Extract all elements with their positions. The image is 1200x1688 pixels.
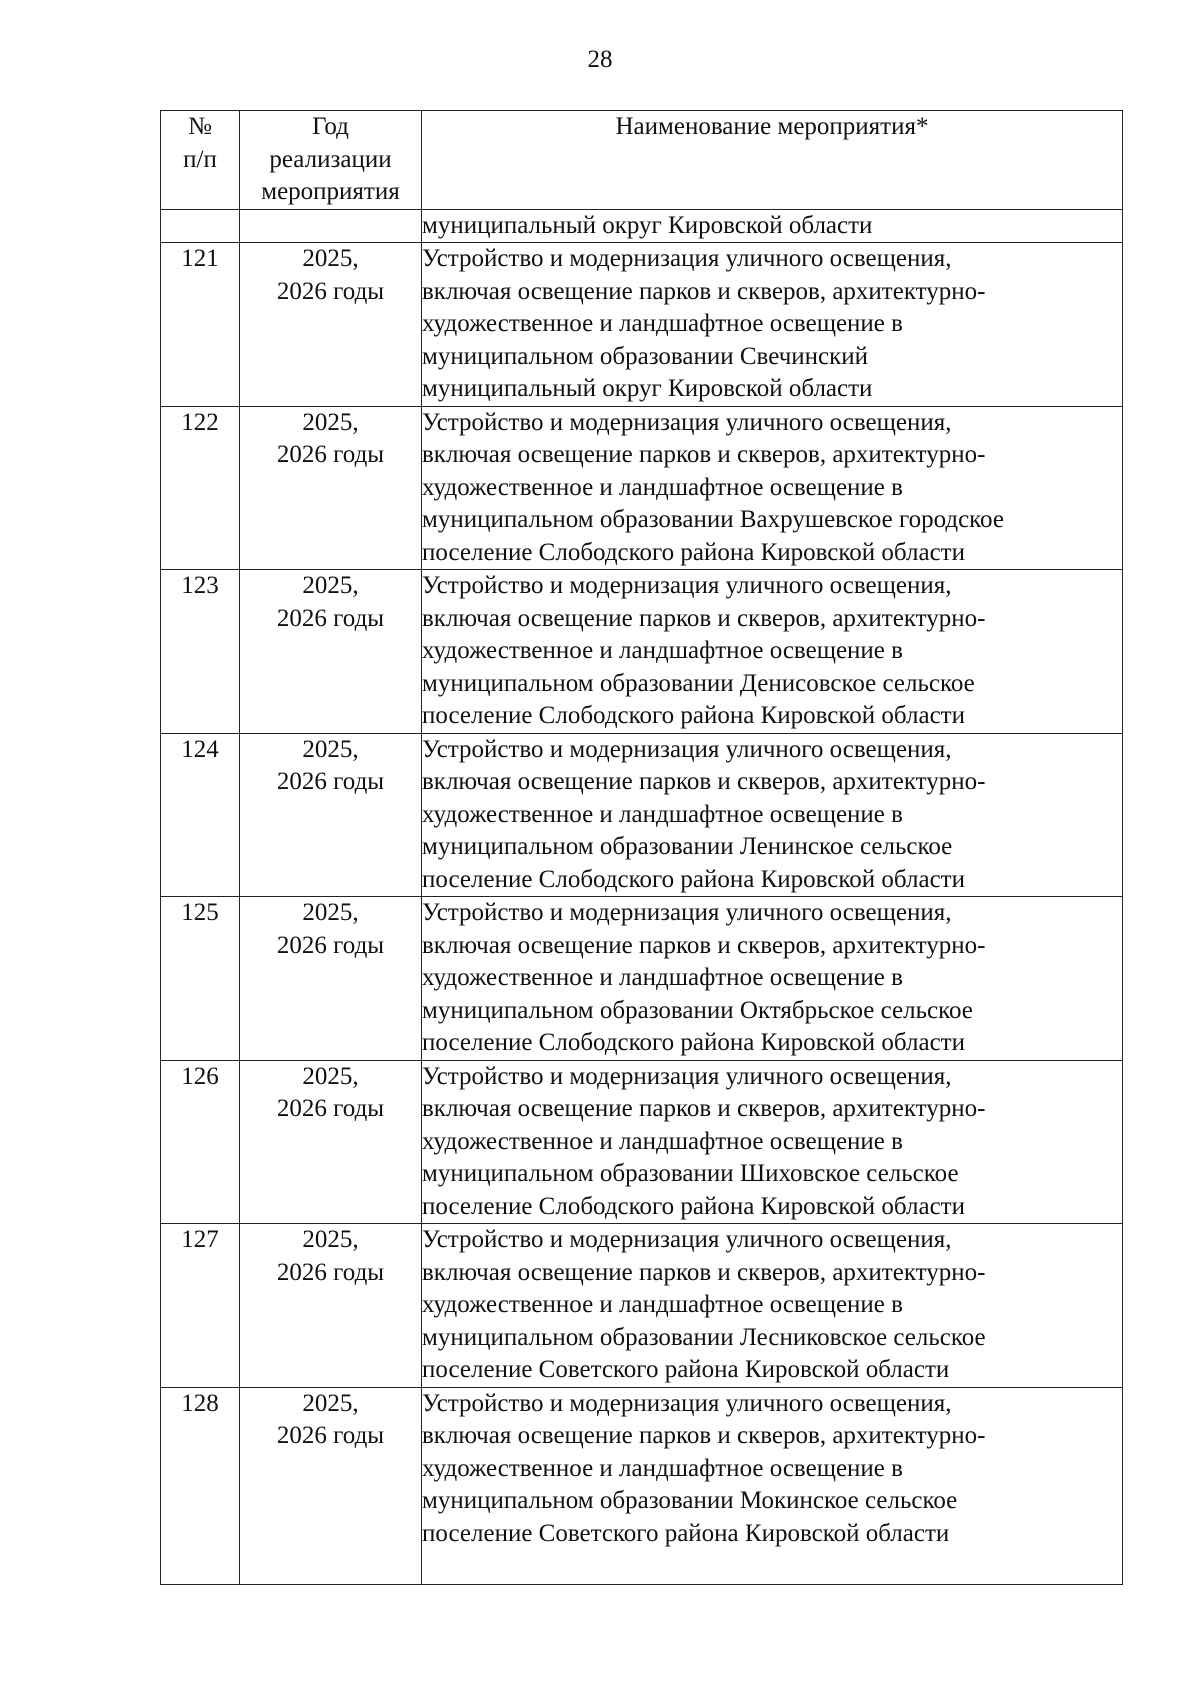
- cell-name-line: муниципальном образовании Шиховское сельское: [422, 1160, 959, 1187]
- cell-name-line: художественное и ландшафтное освещение в: [422, 473, 903, 501]
- cell-name-line: поселение Слободского района Кировской области: [422, 702, 965, 729]
- table-row: [161, 1060, 1123, 1224]
- cell-name-line: поселение Слободского района Кировской области: [422, 1029, 965, 1056]
- cell-name-line: поселение Слободского района Кировской области: [422, 865, 965, 893]
- table-header-row: [161, 111, 1123, 210]
- cell-year: [240, 406, 422, 570]
- cell-name-line: художественное и ландшафтное освещение в: [422, 1454, 903, 1482]
- header-year-line: реализации: [269, 145, 392, 173]
- cell-year-line: 2025,: [302, 1062, 359, 1090]
- header-number-line: п/п: [183, 145, 217, 173]
- cell-year-line: 2025,: [302, 245, 359, 272]
- cell-name-line: художественное и ландшафтное освещение в: [422, 310, 903, 337]
- table-row-continuation: [161, 209, 1123, 243]
- cell-name: муниципальный округ Кировской области: [422, 209, 1123, 243]
- cell-name: [422, 406, 1123, 570]
- cell-name-line: муниципальном образовании Вахрушевское городское: [422, 506, 1004, 533]
- table-row: [161, 1224, 1123, 1388]
- cell-number: [161, 209, 240, 243]
- table-row: [161, 733, 1123, 897]
- cell-name: [422, 243, 1123, 407]
- cell-year-line: 2026 годы: [276, 441, 385, 468]
- cell-name-line: Устройство и модернизация уличного освещения,: [422, 1389, 952, 1417]
- cell-name-line: включая освещение парков и скверов, архитектурно-: [422, 277, 986, 305]
- cell-year: [240, 733, 422, 897]
- cell-name-line: муниципальном образовании Ленинское сельское: [422, 833, 953, 860]
- cell-year: [240, 209, 422, 243]
- cell-name: [422, 1224, 1123, 1388]
- cell-name-line: поселение Слободского района Кировской области: [422, 1192, 965, 1220]
- cell-year-line: 2026 годы: [276, 604, 385, 632]
- measures-table: [160, 110, 1123, 1585]
- table-row: [161, 570, 1123, 734]
- cell-number: 121: [161, 243, 240, 407]
- table-row: [161, 406, 1123, 570]
- cell-year-line: 2026 годы: [276, 1095, 385, 1122]
- header-number: [161, 111, 240, 210]
- header-year: [240, 111, 422, 210]
- cell-year-line: 2026 годы: [276, 768, 385, 795]
- cell-name-line: поселение Советского района Кировской области: [422, 1519, 950, 1547]
- cell-year: [240, 1060, 422, 1224]
- cell-name-line: Устройство и модернизация уличного освещения,: [422, 245, 952, 272]
- cell-name-line: Устройство и модернизация уличного освещения,: [422, 1226, 952, 1253]
- cell-year-line: 2026 годы: [276, 931, 385, 959]
- cell-name-line: художественное и ландшафтное освещение в: [422, 1127, 903, 1155]
- cell-number: 128: [161, 1387, 240, 1584]
- cell-name-line: муниципальном образовании Мокинское сельское: [422, 1487, 958, 1514]
- table-row: [161, 243, 1123, 407]
- cell-number: 127: [161, 1224, 240, 1388]
- cell-number: 126: [161, 1060, 240, 1224]
- cell-year-line: 2026 годы: [276, 1422, 385, 1449]
- cell-name-line: включая освещение парков и скверов, архитектурно-: [422, 768, 986, 795]
- header-number-line: №: [188, 113, 212, 140]
- cell-name-line: Устройство и модернизация уличного освещения,: [422, 735, 952, 763]
- cell-number: 125: [161, 897, 240, 1061]
- cell-name-line: Устройство и модернизация уличного освещения,: [422, 408, 952, 436]
- cell-name-line: художественное и ландшафтное освещение в: [422, 1291, 903, 1318]
- cell-name-line: муниципальный округ Кировской области: [422, 375, 873, 402]
- cell-name-line: художественное и ландшафтное освещение в: [422, 637, 903, 664]
- cell-year: [240, 570, 422, 734]
- cell-name-line: включая освещение парков и скверов, архитектурно-: [422, 604, 986, 632]
- cell-name-line: включая освещение парков и скверов, архитектурно-: [422, 1422, 986, 1449]
- cell-number: 123: [161, 570, 240, 734]
- page-number: 28: [587, 46, 613, 73]
- cell-name-line: художественное и ландшафтное освещение в: [422, 964, 903, 991]
- cell-name-line: включая освещение парков и скверов, архитектурно-: [422, 441, 986, 468]
- cell-year-line: 2026 годы: [276, 277, 385, 305]
- cell-name-line: включая освещение парков и скверов, архитектурно-: [422, 1258, 986, 1286]
- cell-year-line: 2025,: [302, 1226, 359, 1253]
- cell-number: 122: [161, 406, 240, 570]
- cell-name-line: поселение Советского района Кировской области: [422, 1356, 950, 1383]
- header-year-line: Год: [312, 113, 349, 140]
- cell-name-line: включая освещение парков и скверов, архитектурно-: [422, 1095, 986, 1122]
- cell-name-line: муниципальном образовании Лесниковское сельское: [422, 1323, 986, 1351]
- cell-name-line: муниципальном образовании Свечинский: [422, 342, 869, 370]
- cell-year-line: 2025,: [302, 408, 359, 436]
- cell-year: [240, 1224, 422, 1388]
- cell-name: [422, 733, 1123, 897]
- table-row: [161, 1387, 1123, 1584]
- cell-name: [422, 897, 1123, 1061]
- cell-year-line: 2025,: [302, 1389, 359, 1417]
- cell-name-line: включая освещение парков и скверов, архитектурно-: [422, 931, 986, 959]
- cell-year: [240, 1387, 422, 1584]
- cell-year-line: 2025,: [302, 735, 359, 763]
- cell-year-line: 2025,: [302, 572, 359, 599]
- cell-name-line: муниципальном образовании Октябрьское сельское: [422, 996, 973, 1024]
- cell-year: [240, 243, 422, 407]
- cell-name-line: Устройство и модернизация уличного освещения,: [422, 572, 952, 599]
- cell-name-line: художественное и ландшафтное освещение в: [422, 800, 903, 828]
- cell-name: [422, 1060, 1123, 1224]
- table-row: [161, 897, 1123, 1061]
- cell-number: 124: [161, 733, 240, 897]
- cell-year-line: 2026 годы: [276, 1258, 385, 1286]
- cell-year-line: 2025,: [302, 899, 359, 926]
- cell-name-line: муниципальном образовании Денисовское сельское: [422, 669, 975, 697]
- cell-year: [240, 897, 422, 1061]
- header-year-line: мероприятия: [261, 178, 400, 205]
- cell-name-line: Устройство и модернизация уличного освещения,: [422, 1062, 952, 1090]
- cell-name-line: поселение Слободского района Кировской области: [422, 538, 965, 566]
- cell-name: [422, 570, 1123, 734]
- cell-name: [422, 1387, 1123, 1584]
- cell-name-line: Устройство и модернизация уличного освещения,: [422, 899, 952, 926]
- header-name: Наименование мероприятия*: [422, 111, 1123, 210]
